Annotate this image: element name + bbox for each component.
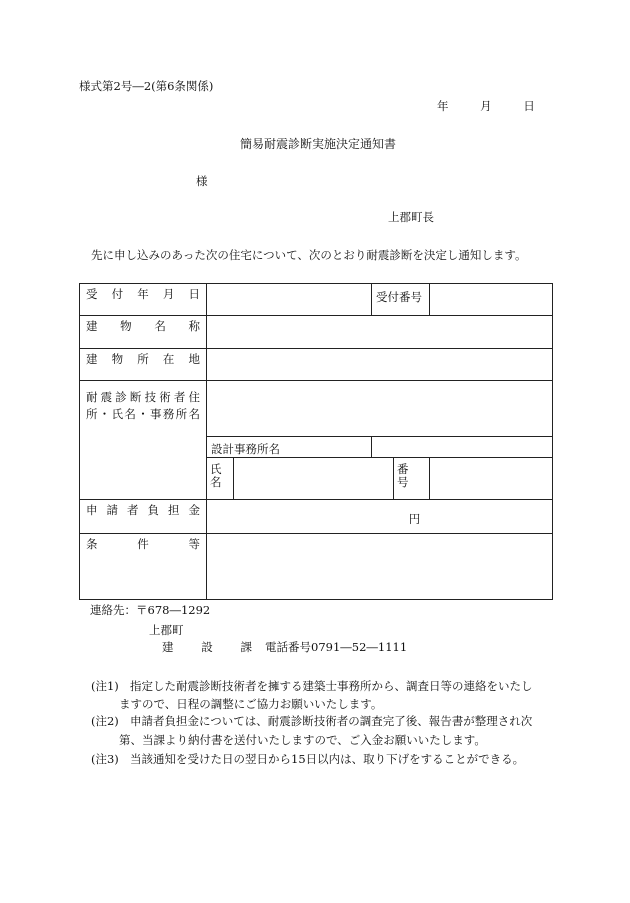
issuer: 上郡町長 bbox=[388, 210, 434, 224]
addressee-suffix: 様 bbox=[196, 174, 208, 188]
design-office-label: 設計事務所名 bbox=[207, 437, 372, 458]
number-vertical-label: 番号 bbox=[394, 458, 430, 500]
building-name-value[interactable] bbox=[207, 316, 553, 349]
page-title: 簡易耐震診断実施決定通知書 bbox=[240, 137, 397, 151]
contact-label: 連絡先：〒678―1292 bbox=[90, 603, 211, 617]
row-inspector bbox=[80, 381, 553, 437]
building-location-value[interactable] bbox=[207, 349, 553, 381]
inspector-value[interactable] bbox=[207, 381, 553, 437]
note-3: (注3) 当該通知を受けた日の翌日から15日以内は、取り下げをすることができる。 bbox=[91, 752, 525, 766]
received-number-value[interactable] bbox=[430, 284, 553, 316]
contact-town: 上郡町 bbox=[149, 623, 184, 637]
conditions-value[interactable] bbox=[207, 534, 553, 600]
row-building-name bbox=[80, 316, 553, 349]
date-year: 年 bbox=[437, 99, 449, 113]
building-name-label: 建 物 名 称 bbox=[80, 316, 207, 349]
date-month: 月 bbox=[480, 99, 492, 113]
name-value[interactable] bbox=[234, 458, 394, 500]
row-conditions bbox=[80, 534, 553, 600]
intro-text: 先に申し込みのあった次の住宅について、次のとおり耐震診断を決定し通知します。 bbox=[91, 248, 527, 262]
applicant-charge-label: 申 請 者 負 担 金 bbox=[80, 500, 207, 534]
row-received-date bbox=[80, 284, 553, 316]
received-number-label: 受付番号 bbox=[372, 284, 430, 316]
date-day: 日 bbox=[523, 99, 535, 113]
row-applicant-charge bbox=[80, 500, 553, 534]
application-table bbox=[79, 283, 553, 600]
design-office-value[interactable] bbox=[372, 437, 553, 458]
date-line bbox=[437, 101, 535, 113]
name-vertical-label: 氏名 bbox=[207, 458, 234, 500]
inspector-label: 耐震診断技術者住所・氏名・事務所名 bbox=[80, 381, 207, 500]
received-date-value[interactable] bbox=[207, 284, 372, 316]
note-2: (注2) 申請者負担金については、耐震診断技術者の調査完了後、報告書が整理され次 第、当課より納付書を送付いたしますので、ご入金お願いいたします。 bbox=[91, 714, 533, 747]
form-id: 様式第2号―2(第6条関係) bbox=[79, 79, 214, 93]
conditions-label: 条 件 等 bbox=[80, 534, 207, 600]
yen-label: 円 bbox=[408, 512, 421, 526]
received-date-label: 受 付 年 月 日 bbox=[80, 284, 207, 316]
applicant-charge-value[interactable] bbox=[207, 500, 553, 534]
row-building-location bbox=[80, 349, 553, 381]
building-location-label: 建 物 所 在 地 bbox=[80, 349, 207, 381]
contact-phone: 電話番号0791―52―1111 bbox=[265, 640, 408, 654]
number-value[interactable] bbox=[430, 458, 553, 500]
contact-dept: 建 設 課 bbox=[162, 640, 252, 654]
note-1: (注1) 指定した耐震診断技術者を擁する建築士事務所から、調査日等の連絡をいたし ますので、日程の調整にご協力お願いいたします。 bbox=[91, 679, 533, 711]
